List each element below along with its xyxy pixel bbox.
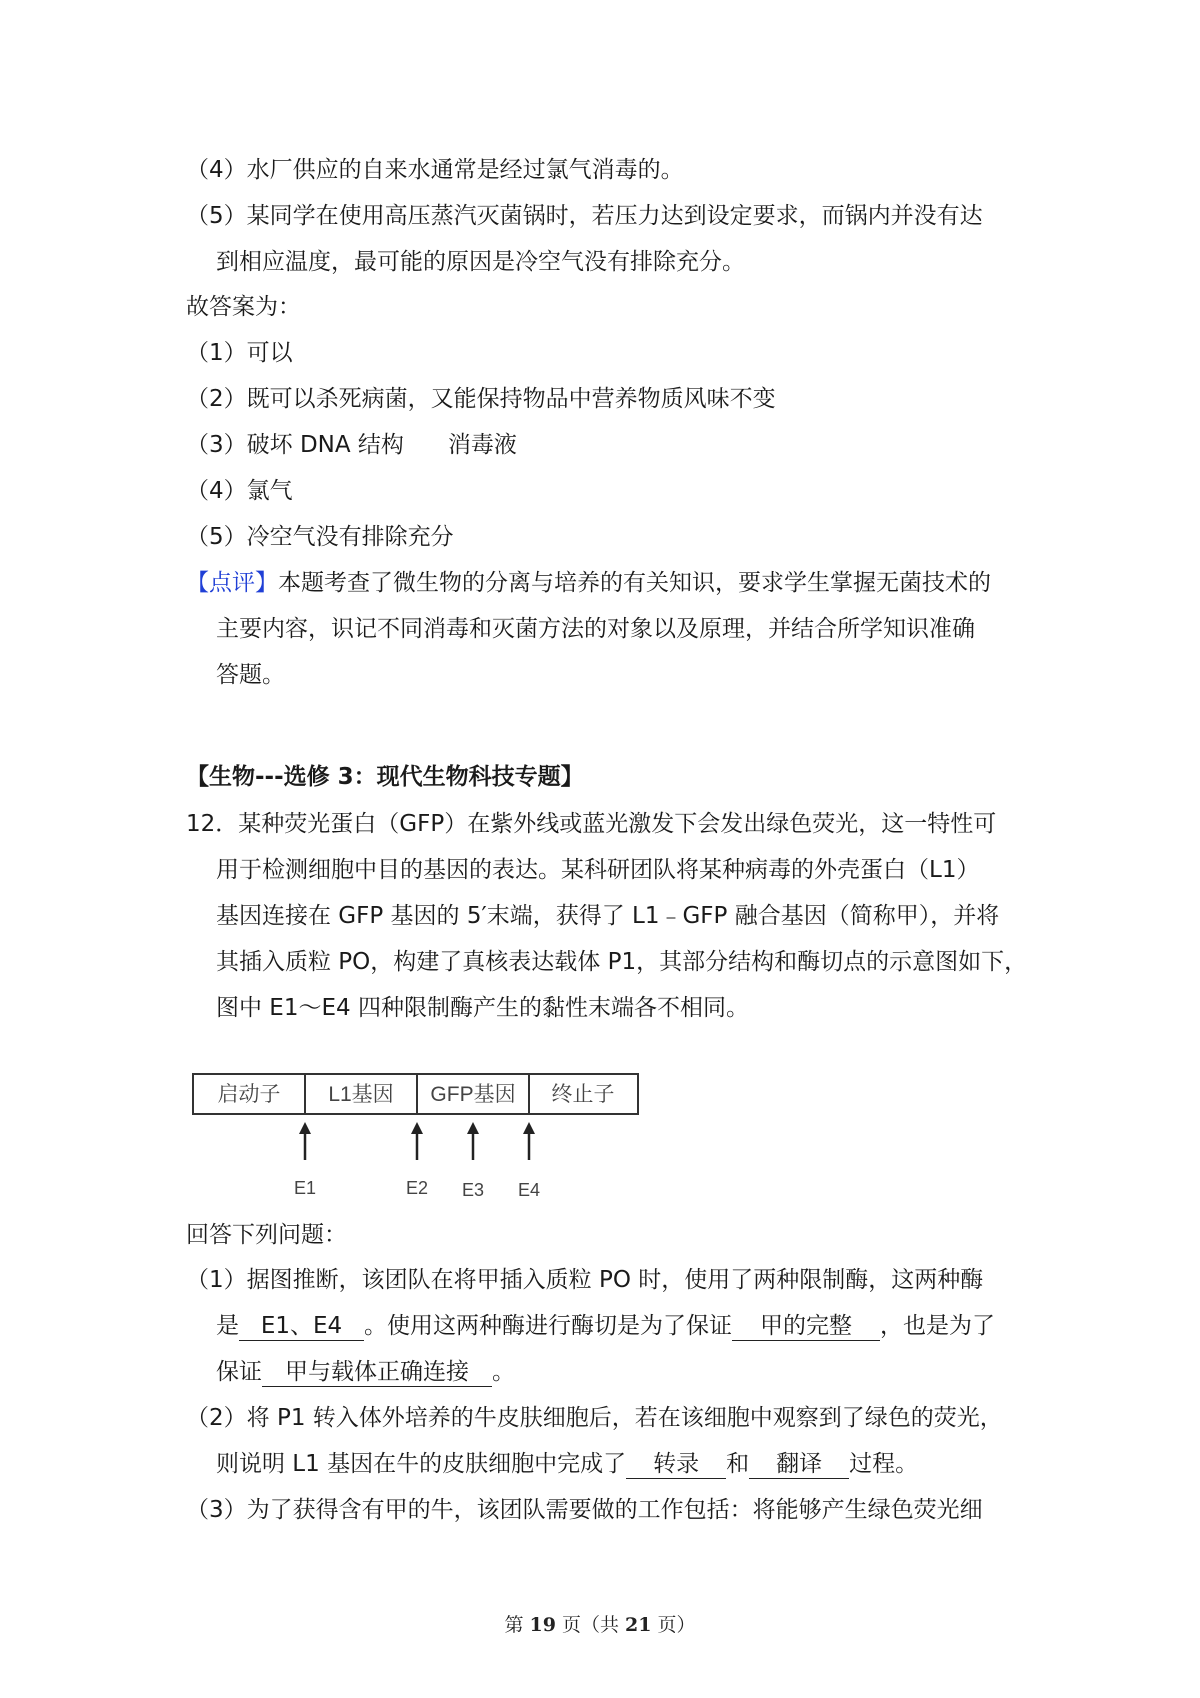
arrow-e2-icon	[411, 1122, 423, 1160]
q12-stem-line1: 12．某种荧光蛋白（GFP）在紫外线或蓝光激发下会发出绿色荧光，这一特性可	[186, 811, 997, 837]
page-footer	[0, 1610, 1200, 1637]
site-label-e3: E3	[461, 1180, 485, 1200]
segment-promoter: 启动子	[217, 1083, 281, 1106]
final-answer-4: （4）氯气	[186, 478, 293, 504]
q2-answer-transcription: 转录	[626, 1450, 726, 1479]
comment-line2: 主要内容，识记不同消毒和灭菌方法的对象以及原理，并结合所学知识准确	[216, 616, 975, 642]
site-label-e2: E2	[405, 1178, 429, 1198]
answer-summary-title: 故答案为：	[186, 294, 301, 320]
footer-total-pages: 21	[625, 1614, 652, 1636]
footer-page-number: 19	[529, 1614, 556, 1636]
final-answer-3-part1: （3）破坏 DNA 结构	[186, 432, 404, 458]
final-answer-3-part2: 消毒液	[447, 432, 517, 458]
q12-stem-line2: 用于检测细胞中目的基因的表达。某科研团队将某种病毒的外壳蛋白（L1）	[216, 857, 980, 883]
final-answer-1: （1）可以	[186, 340, 293, 366]
q1-text-b: 。使用这两种酶进行酶切是为了保证	[364, 1313, 732, 1339]
q2-text-a: 则说明 L1 基因在牛的皮肤细胞中完成了	[216, 1451, 627, 1477]
site-label-e4: E4	[517, 1180, 541, 1200]
q1-text-a: 是	[216, 1313, 239, 1339]
answer-item-5-line2: 到相应温度，最可能的原因是冷空气没有排除充分。	[216, 249, 745, 275]
q1-text-d: 保证	[216, 1359, 262, 1385]
q2-answer-translation: 翻译	[749, 1450, 849, 1479]
q1-text-e: 。	[492, 1359, 515, 1385]
final-answer-3	[186, 429, 1200, 461]
questions-intro: 回答下列问题：	[186, 1222, 347, 1248]
footer-prefix: 第	[504, 1614, 530, 1636]
q1-line3	[216, 1356, 1200, 1388]
q12-stem-line5: 图中 E1～E4 四种限制酶产生的黏性末端各不相同。	[216, 995, 749, 1021]
comment-line1	[186, 567, 1200, 599]
final-answer-2: （2）既可以杀死病菌，又能保持物品中营养物质风味不变	[186, 386, 776, 412]
arrow-e1-icon	[299, 1122, 311, 1160]
q2-line1: （2）将 P1 转入体外培养的牛皮肤细胞后，若在该细胞中观察到了绿色的荧光，	[186, 1405, 1003, 1431]
q12-stem-line4: 其插入质粒 PO，构建了真核表达载体 P1，其部分结构和酶切点的示意图如下，	[216, 949, 1028, 975]
q3-line1: （3）为了获得含有甲的牛，该团队需要做的工作包括：将能够产生绿色荧光细	[186, 1497, 983, 1523]
plasmid-structure-diagram	[186, 1066, 646, 1206]
q12-stem-line3: 基因连接在 GFP 基因的 5′末端，获得了 L1﹣GFP 融合基因（简称甲），并将	[216, 903, 1000, 929]
final-answer-5: （5）冷空气没有排除充分	[186, 524, 454, 550]
segment-l1-gene: L1基因	[328, 1083, 394, 1106]
footer-suffix: 页）	[651, 1614, 696, 1636]
footer-middle: 页（共	[555, 1614, 626, 1636]
answer-item-4: （4）水厂供应的自来水通常是经过氯气消毒的。	[186, 157, 684, 183]
comment-tag: 【点评】	[186, 570, 278, 596]
q1-answer-enzymes: E1、E4	[239, 1312, 364, 1341]
q2-text-c: 过程。	[849, 1451, 919, 1477]
q2-text-b: 和	[726, 1451, 750, 1477]
q1-line1: （1）据图推断，该团队在将甲插入质粒 PO 时，使用了两种限制酶，这两种酶	[186, 1267, 984, 1293]
arrow-e4-icon	[523, 1122, 535, 1160]
q1-answer-ligation: 甲与载体正确连接	[262, 1358, 492, 1387]
q1-answer-integrity: 甲的完整	[732, 1312, 880, 1341]
q1-line2	[216, 1310, 1200, 1342]
site-label-e1: E1	[293, 1178, 317, 1198]
section-title: 【生物---选修 3：现代生物科技专题】	[186, 764, 584, 790]
arrow-e3-icon	[467, 1122, 479, 1160]
q2-line2	[216, 1448, 1200, 1480]
comment-text-1: 本题考查了微生物的分离与培养的有关知识，要求学生掌握无菌技术的	[278, 570, 991, 596]
comment-line3: 答题。	[216, 662, 285, 688]
q1-text-c: ，也是为了	[880, 1313, 995, 1339]
answer-item-5-line1: （5）某同学在使用高压蒸汽灭菌锅时，若压力达到设定要求，而锅内并没有达	[186, 203, 983, 229]
segment-terminator: 终止子	[551, 1083, 615, 1106]
segment-gfp-gene: GFP基因	[430, 1083, 516, 1106]
